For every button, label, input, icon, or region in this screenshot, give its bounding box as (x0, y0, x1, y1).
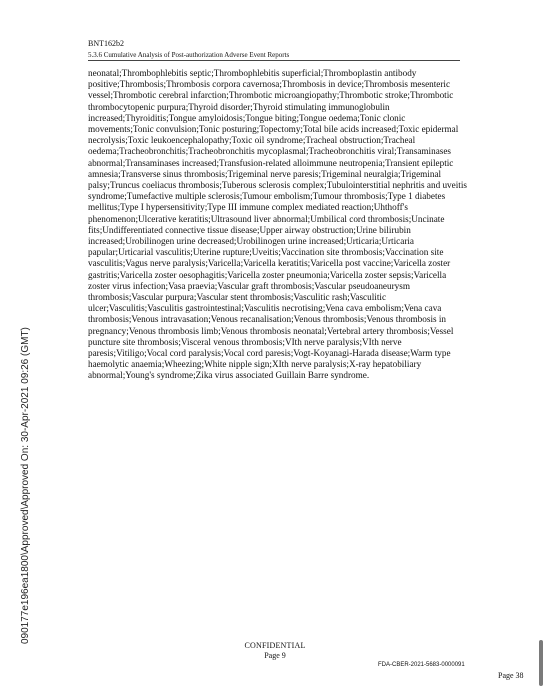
section-title: 5.3.6 Cumulative Analysis of Post-authorization Adverse Event Reports (88, 51, 290, 59)
scrollbar-thumb[interactable] (539, 640, 543, 686)
header-divider (88, 60, 460, 61)
page-number: Page 38 (498, 671, 524, 680)
confidential-label: CONFIDENTIAL (244, 641, 306, 650)
document-code: BNT162b2 (88, 39, 124, 48)
adverse-event-term-list: neonatal;Thrombophlebitis septic;Thrombophlebitis superficial;Thromboplastin antibody positive;Thrombosis;Thrombosis corpora cavernosa;Thrombosis in device;Thrombosis mesenteric vessel;Thrombotic cerebral infarction;Thrombotic microangiopathy;Thrombotic stroke;Thrombotic thrombocytopenic purpura;Thyroid disorder;Thyroid stimulating immunoglobulin increased;Thyroiditis;Tongue amyloidosis;Tongue biting;Tongue oedema;Tonic clonic movements;Tonic convulsion;Tonic posturing;Topectomy;Total bile acids increased;Toxic epidermal necrolysis;Toxic leukoencephalopathy;Toxic oil syndrome;Tracheal obstruction;Tracheal oedema;Tracheobronchitis;Tracheobronchitis mycoplasmal;Tracheobronchitis viral;Transaminases abnormal;Transaminases increased;Transfusion-related alloimmune neutropenia;Transient epileptic amnesia;Transverse sinus thrombosis;Trigeminal nerve paresis;Trigeminal neuralgia;Trigeminal palsy;Truncus coeliacus thrombosis;Tuberous sclerosis complex;Tubulointerstitial nephritis and uveitis syndrome;Tumefactive multiple sclerosis;Tumour embolism;Tumour thrombosis;Type 1 diabetes mellitus;Type I hypersensitivity;Type III immune complex mediated reaction;Uhthoff's phenomenon;Ulcerative keratitis;Ultrasound liver abnormal;Umbilical cord thrombosis;Uncinate fits;Undifferentiated connective tissue disease;Upper airway obstruction;Urine bilirubin increased;Urobilinogen urine decreased;Urobilinogen urine increased;Urticaria;Urticaria papular;Urticarial vasculitis;Uterine rupture;Uveitis;Vaccination site thrombosis;Vaccination site vasculitis;Vagus nerve paralysis;Varicella;Varicella keratitis;Varicella post vaccine;Varicella zoster gastritis;Varicella zoster oesophagitis;Varicella zoster pneumonia;Varicella zoster sepsis;Varicella zoster virus infection;Vasa praevia;Vascular graft thrombosis;Vascular pseudoaneurysm thrombosis;Vascular purpura;Vascular stent thrombosis;Vasculitic rash;Vasculitic ulcer;Vasculitis;Vasculitis gastrointestinal;Vasculitis necrotising;Vena cava embolism;Vena cava thrombosis;Venous intravasation;Venous recanalisation;Venous thrombosis;Venous thrombosis in pregnancy;Venous thrombosis limb;Venous thrombosis neonatal;Vertebral artery thrombosis;Vessel puncture site thrombosis;Visceral venous thrombosis;VIth nerve paralysis;VIth nerve paresis;Vitiligo;Vocal cord paralysis;Vocal cord paresis;Vogt-Koyanagi-Harada disease;Warm type haemolytic anaemia;Wheezing;White nipple sign;XIth nerve paralysis;X-ray hepatobiliary abnormal;Young's syndrome;Zika virus associated Guillain Barre syndrome. (88, 68, 467, 381)
approval-stamp: 090177e196ea1800\Approved\Approved On: 30-Apr-2021 09:26 (GMT) (20, 327, 31, 644)
document-id: FDA-CBER-2021-5683-0000091 (378, 662, 465, 668)
internal-page-label: Page 9 (264, 651, 286, 660)
